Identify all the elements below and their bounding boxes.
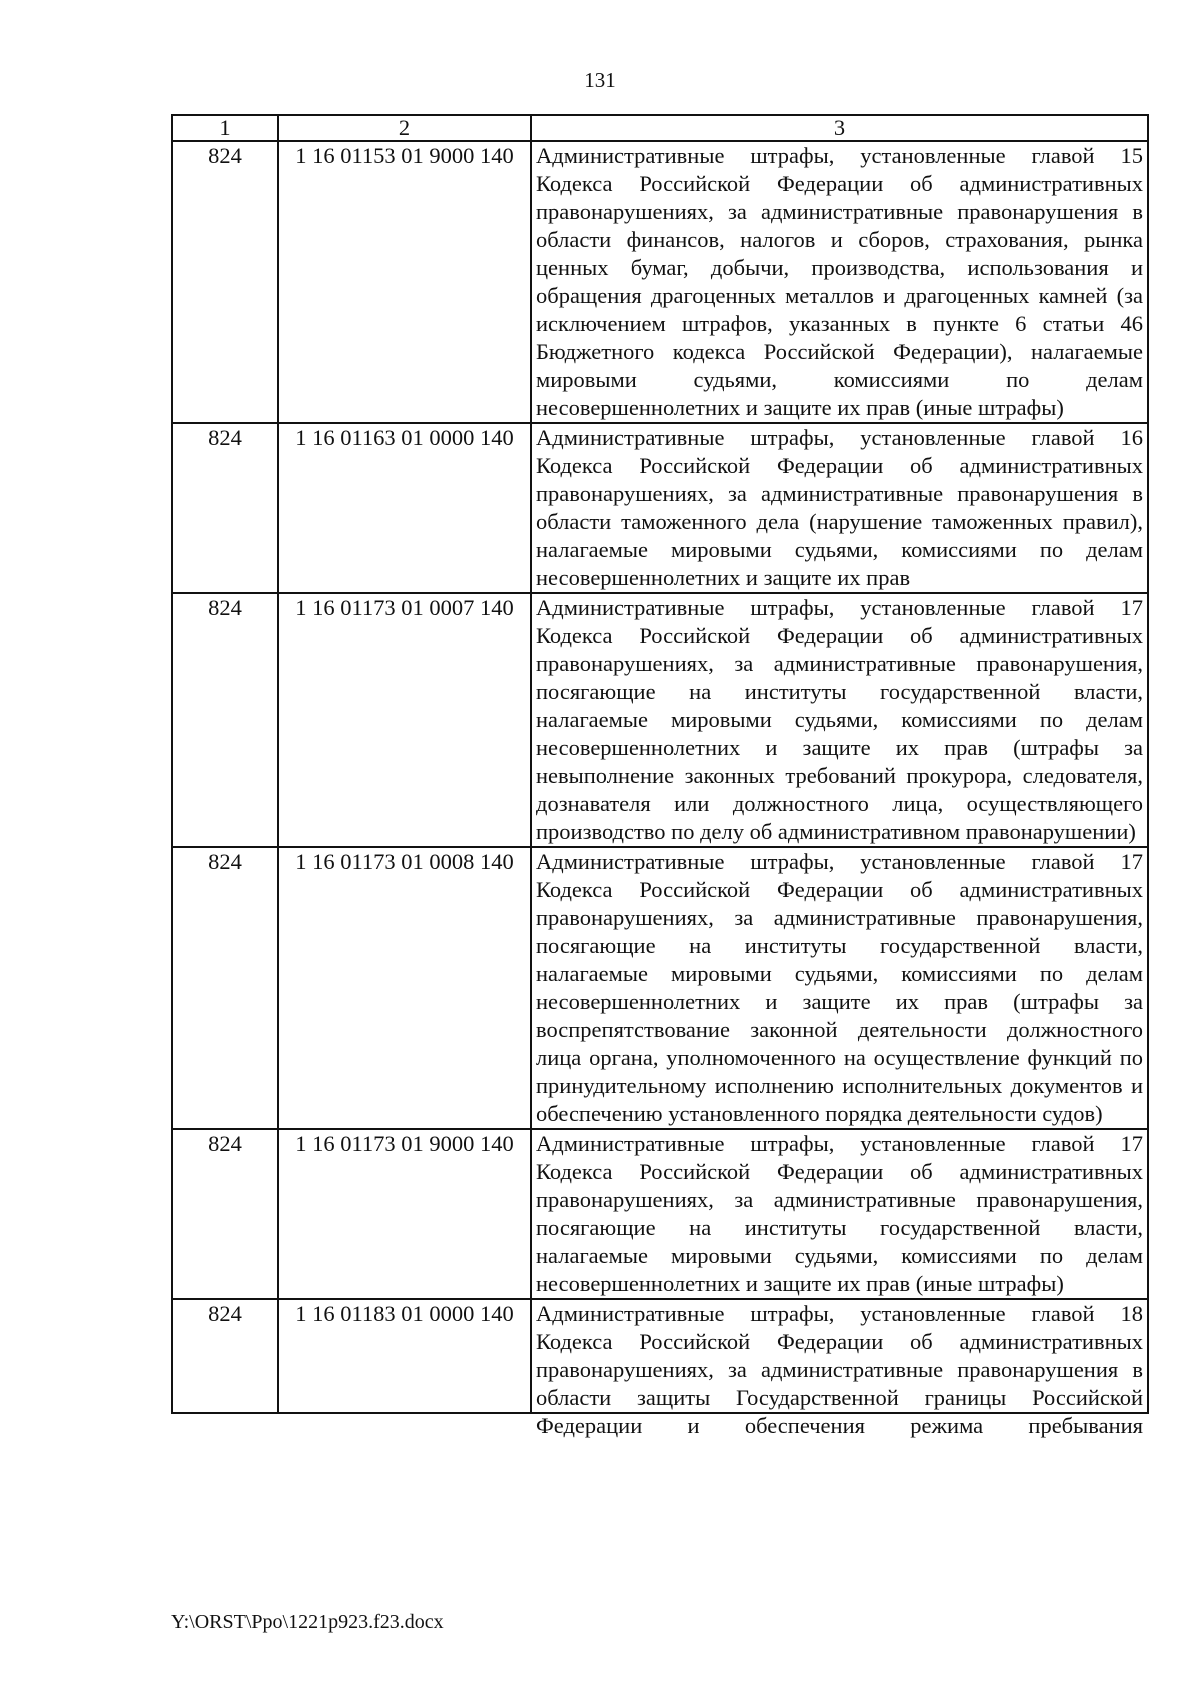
table-row: [172, 1299, 1148, 1413]
table-row: [172, 141, 1148, 423]
budget-code-cell: 1 16 01163 01 0000 140: [278, 423, 531, 593]
description-cell: Административные штрафы, установленные главой 15 Кодекса Российской Федерации об административных правонарушениях, за административные правонарушения в области финансов, налогов и сборов, страхования, рынка ценных бумаг, добычи, производства, использования и обращения драгоценных металлов и драгоценных камней (за исключением штрафов, указанных в пункте 6 статьи 46 Бюджетного кодекса Российской Федерации), налагаемые мировыми судьями, комиссиями по делам несовершеннолетних и защите их прав (иные штрафы): [531, 141, 1148, 423]
description-cell: Административные штрафы, установленные главой 16 Кодекса Российской Федерации об административных правонарушениях, за административные правонарушения в области таможенного дела (нарушение таможенных правил), налагаемые мировыми судьями, комиссиями по делам несовершеннолетних и защите их прав: [531, 423, 1148, 593]
header-col-3: 3: [531, 115, 1148, 141]
admin-code-cell: 824: [172, 141, 278, 423]
description-cell: Административные штрафы, установленные главой 17 Кодекса Российской Федерации об административных правонарушениях, за административные правонарушения, посягающие на институты государственной власти, налагаемые мировыми судьями, комиссиями по делам несовершеннолетних и защите их прав (штрафы за воспрепятствование законной деятельности должностного лица органа, уполномоченного на осуществление функций по принудительному исполнению исполнительных документов и обеспечению установленного порядка деятельности судов): [531, 847, 1148, 1129]
table-row: [172, 423, 1148, 593]
header-col-1: 1: [172, 115, 278, 141]
budget-codes-table: [171, 114, 1149, 1438]
budget-code-cell: 1 16 01173 01 0007 140: [278, 593, 531, 847]
table-row: [172, 1129, 1148, 1299]
admin-code-cell: 824: [172, 593, 278, 847]
budget-code-cell: 1 16 01183 01 0000 140: [278, 1299, 531, 1413]
admin-code-cell: 824: [172, 1299, 278, 1413]
header-col-2: 2: [278, 115, 531, 141]
table-header-row: [172, 115, 1148, 141]
description-cell-continued: [531, 1299, 1148, 1438]
budget-code-cell: 1 16 01173 01 9000 140: [278, 1129, 531, 1299]
budget-code-cell: 1 16 01173 01 0008 140: [278, 847, 531, 1129]
table-row: [172, 847, 1148, 1129]
admin-code-cell: 824: [172, 423, 278, 593]
table-row: [172, 593, 1148, 847]
description-cell: Административные штрафы, установленные главой 17 Кодекса Российской Федерации об административных правонарушениях, за административные правонарушения, посягающие на институты государственной власти, налагаемые мировыми судьями, комиссиями по делам несовершеннолетних и защите их прав (штрафы за невыполнение законных требований прокурора, следователя, дознавателя или должностного лица, осуществляющего производство по делу об административном правонарушении): [531, 593, 1148, 847]
budget-code-cell: 1 16 01153 01 9000 140: [278, 141, 531, 423]
footer-file-path: Y:\ORST\Ppo\1221p923.f23.docx: [171, 1611, 444, 1633]
description-cell: Административные штрафы, установленные главой 17 Кодекса Российской Федерации об административных правонарушениях, за административные правонарушения, посягающие на институты государственной власти, налагаемые мировыми судьями, комиссиями по делам несовершеннолетних и защите их прав (иные штрафы): [531, 1129, 1148, 1299]
admin-code-cell: 824: [172, 847, 278, 1129]
page-number: 131: [584, 68, 616, 92]
admin-code-cell: 824: [172, 1129, 278, 1299]
description-text: Административные штрафы, установленные главой 18 Кодекса Российской Федерации об административных правонарушениях, за административные правонарушения в области защиты Государственной границы Российской Федерации и обеспечения режима пребывания: [536, 1301, 1143, 1438]
